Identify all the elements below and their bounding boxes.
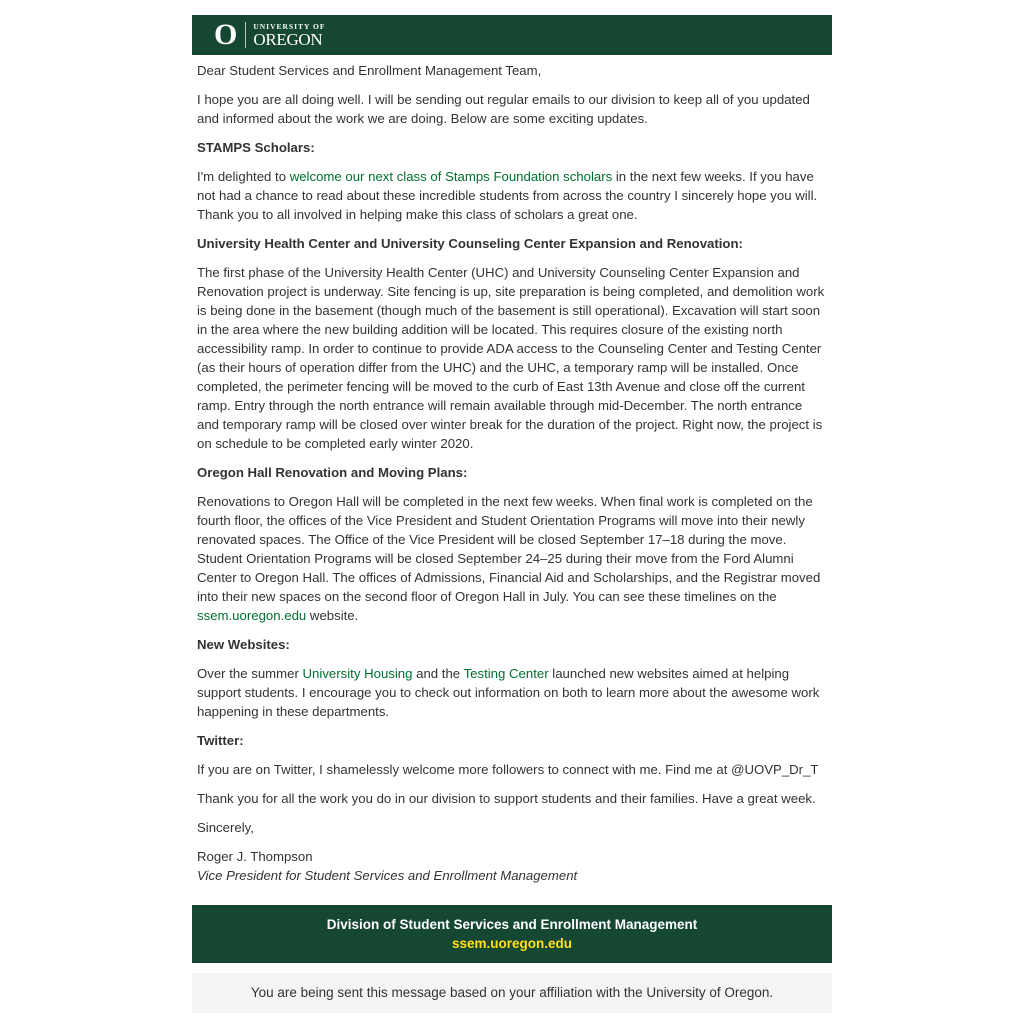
oregon-hall-paragraph bbox=[197, 492, 827, 625]
logo-line1: UNIVERSITY OF bbox=[253, 21, 326, 31]
closing: Sincerely, bbox=[197, 820, 254, 835]
twitter-heading: Twitter: bbox=[197, 733, 244, 748]
greeting: Dear Student Services and Enrollment Management Team, bbox=[197, 63, 542, 78]
uhc-paragraph: The first phase of the University Health Center (UHC) and University Counseling Center Expansion and Renovation project is underway. Site fencing is up, site preparation is being completed, and demolition work is being done in the basement (though much of the basement is still operational). Excavation will start soon in the area where the new building addition will be located. This requires closure of the existing north accessibility ramp. In order to continue to provide ADA access to the Counseling Center and Testing Center (as their hours of operation differ from the UHC) and the UHC, a temporary ramp will be installed. Once completed, the perimeter fencing will be moved to the curb of East 13th Avenue and close off the current ramp. Entry through the north entrance will remain available through mid-December. The north entrance and temporary ramp will be closed over winter break for the duration of the project. Right now, the project is on schedule to be completed early winter 2020. bbox=[197, 265, 825, 451]
text: launched new websites aimed at helping support students. I encourage you to check out information on both to learn more about the awesome work happening in these departments. bbox=[197, 666, 820, 719]
ssem-link[interactable]: ssem.uoregon.edu bbox=[197, 608, 307, 623]
email-body bbox=[192, 15, 832, 1013]
email-content bbox=[192, 61, 832, 885]
stamps-scholars-link[interactable]: welcome our next class of Stamps Foundation scholars bbox=[289, 169, 613, 184]
affiliation-note: You are being sent this message based on your affiliation with the University of Oregon. bbox=[192, 973, 832, 1013]
text: in the next few weeks. If you have not had a chance to read about these incredible students from across the country I sincerely hope you will. Thank you to all involved in helping make this class of scholars a great one. bbox=[197, 169, 818, 222]
testing-center-link[interactable]: Testing Center bbox=[463, 666, 549, 681]
signature-title: Vice President for Student Services and Enrollment Management bbox=[197, 868, 578, 883]
footer-banner bbox=[192, 905, 832, 963]
text: I'm delighted to bbox=[197, 169, 290, 184]
footer-ssem-link[interactable]: ssem.uoregon.edu bbox=[451, 936, 573, 951]
text: website. bbox=[306, 608, 359, 623]
logo-line2: OREGON bbox=[253, 29, 323, 49]
uhc-heading: University Health Center and University Counseling Center Expansion and Renovation: bbox=[197, 236, 743, 251]
signature-name: Roger J. Thompson bbox=[197, 849, 313, 864]
logo-divider bbox=[245, 22, 246, 48]
footer-division: Division of Student Services and Enrollment Management bbox=[326, 917, 698, 932]
university-of-oregon-logo[interactable] bbox=[214, 20, 325, 50]
text: and the bbox=[412, 666, 464, 681]
intro-paragraph: I hope you are all doing well. I will be sending out regular emails to our division to keep all of you updated and informed about the work we are doing. Below are some exciting updates. bbox=[197, 92, 810, 126]
twitter-paragraph: If you are on Twitter, I shamelessly welcome more followers to connect with me. Find me at @UOVP_Dr_T bbox=[197, 762, 819, 777]
stamps-paragraph bbox=[197, 167, 827, 224]
signature bbox=[197, 847, 827, 885]
stamps-heading: STAMPS Scholars: bbox=[197, 140, 315, 155]
text: Renovations to Oregon Hall will be completed in the next few weeks. When final work is completed on the fourth floor, the offices of the Vice President and Student Orientation Programs will move into their newly renovated spaces. The Office of the Vice President will be closed September 17–18 during the move. Student Orientation Programs will be closed September 24–25 during their move from the Ford Alumni Center to Oregon Hall. The offices of Admissions, Financial Aid and Scholarships, and the Registrar moved into their new spaces on the second floor of Oregon Hall in July. You can see these timelines on the bbox=[197, 494, 821, 604]
text: Over the summer bbox=[197, 666, 303, 681]
websites-heading: New Websites: bbox=[197, 637, 290, 652]
university-housing-link[interactable]: University Housing bbox=[302, 666, 413, 681]
oregon-hall-heading: Oregon Hall Renovation and Moving Plans: bbox=[197, 465, 468, 480]
websites-paragraph bbox=[197, 664, 827, 721]
thanks-paragraph: Thank you for all the work you do in our division to support students and their families. Have a great week. bbox=[197, 791, 816, 806]
email-header bbox=[192, 15, 832, 55]
logo-o-mark: O bbox=[214, 18, 238, 51]
